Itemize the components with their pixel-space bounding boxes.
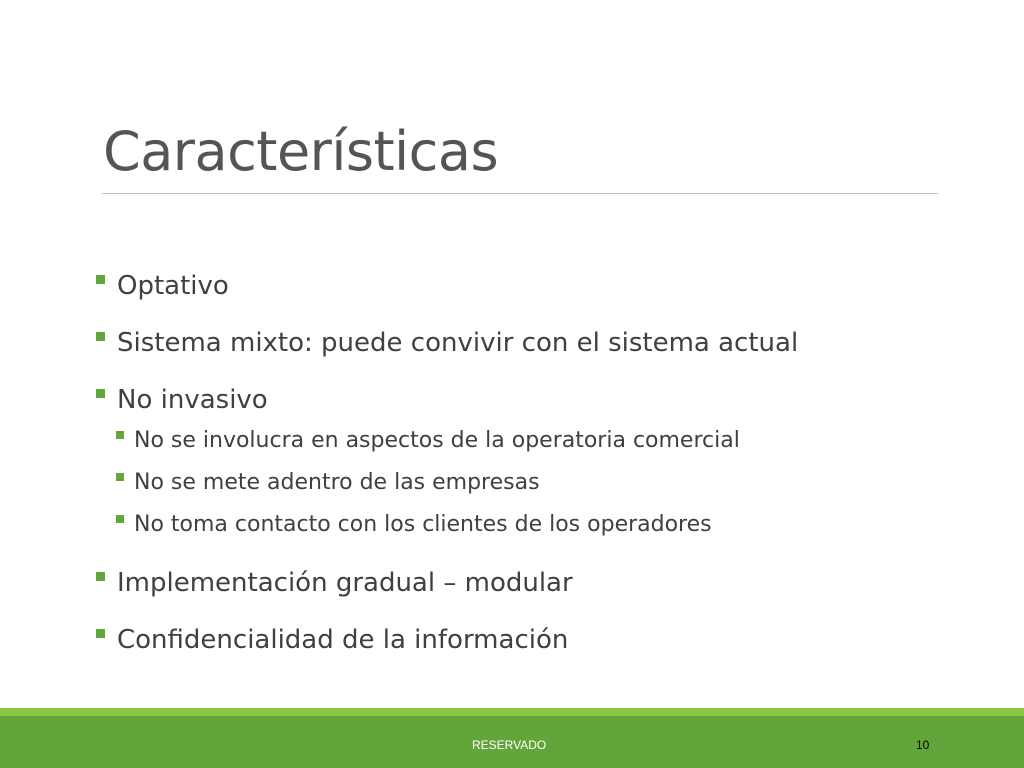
sub-bullet-text: No se mete adentro de las empresas <box>134 470 540 495</box>
footer-accent-bar <box>0 708 1024 716</box>
bullet-item <box>96 270 229 302</box>
bullet-item <box>96 567 573 599</box>
bullet-text: Optativo <box>117 271 229 301</box>
bullet-text: Confidencialidad de la información <box>117 625 569 655</box>
bullet-text: Sistema mixto: puede convivir con el sistema actual <box>117 328 799 358</box>
square-bullet-icon <box>96 389 105 398</box>
sub-bullet-item <box>116 427 740 455</box>
slide-title: Características <box>103 120 499 183</box>
bullet-item <box>96 384 268 416</box>
bullet-text: No invasivo <box>117 385 268 415</box>
square-bullet-icon <box>116 431 124 439</box>
sub-bullet-text: No toma contacto con los clientes de los operadores <box>134 512 712 537</box>
footer-label: RESERVADO <box>472 738 547 752</box>
square-bullet-icon <box>96 572 105 581</box>
bullet-text: Implementación gradual – modular <box>117 568 573 598</box>
sub-bullet-text: No se involucra en aspectos de la operatoria comercial <box>134 428 740 453</box>
page-number: 10 <box>916 738 930 752</box>
square-bullet-icon <box>96 275 105 284</box>
bullet-item <box>96 327 798 359</box>
square-bullet-icon <box>96 332 105 341</box>
sub-bullet-item <box>116 511 712 539</box>
square-bullet-icon <box>116 473 124 481</box>
bullet-list <box>96 0 956 700</box>
sub-bullet-item <box>116 469 540 497</box>
bullet-item <box>96 624 568 656</box>
square-bullet-icon <box>116 515 124 523</box>
square-bullet-icon <box>96 629 105 638</box>
